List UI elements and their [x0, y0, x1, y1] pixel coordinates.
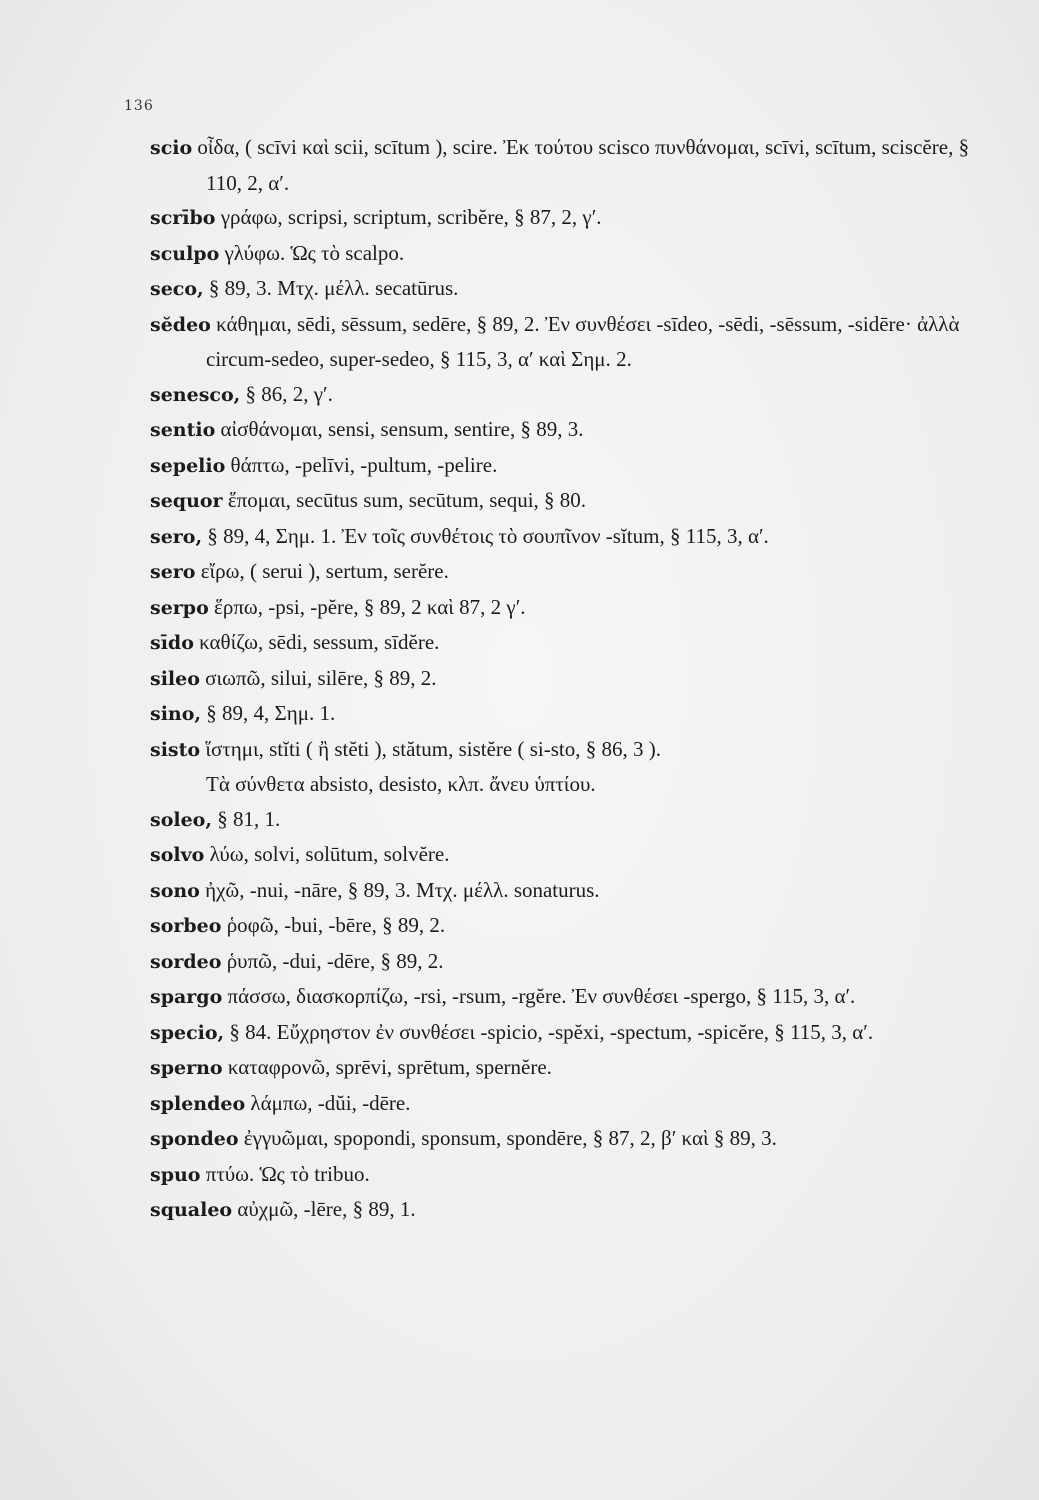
dictionary-entry	[150, 519, 1005, 555]
entry-text: πάσσω, διασκορπίζω, -rsi, -rsum, -rgĕre. Ἐν συνθέσει -spergo, § 115, 3, α′.	[222, 984, 856, 1008]
entry-text: εἴρω, ( serui ), sertum, serĕre.	[195, 559, 449, 583]
dictionary-entry	[150, 837, 1005, 873]
entry-text: γράφω, scripsi, scriptum, scribĕre, § 87, 2, γ′.	[215, 205, 602, 229]
entry-text: σιωπῶ, silui, silēre, § 89, 2.	[199, 665, 437, 690]
entry-text: ἵστημι, stĭti ( ἢ stĕti ), stătum, sistĕre ( si-sto, § 86, 3 ).	[200, 736, 661, 761]
entry-text: ἕρπω, -psi, -pĕre, § 89, 2 καὶ 87, 2 γ′.	[208, 594, 526, 619]
entry-headword: squaleo	[150, 1199, 233, 1221]
entry-headword: sisto	[150, 738, 201, 761]
entry-headword: sperno	[150, 1057, 223, 1079]
entry-text: πτύω. Ὡς τὸ tribuo.	[200, 1161, 370, 1186]
dictionary-entry	[150, 625, 1005, 661]
dictionary-entry	[150, 732, 1005, 768]
entry-headword: splendeo	[150, 1092, 246, 1115]
dictionary-entry	[150, 1050, 1005, 1086]
entry-headword: sero	[150, 561, 196, 583]
dictionary-entry	[150, 412, 1005, 448]
entry-headword: scrībo	[150, 207, 216, 229]
entry-text: θάπτω, -pelīvi, -pultum, -pelire.	[225, 452, 498, 477]
entry-headword: solvo	[150, 844, 205, 866]
entry-headword: senesco,	[150, 383, 241, 406]
dictionary-entry	[150, 554, 1005, 590]
entry-text: ἐγγυῶμαι, spopondi, sponsum, spondēre, § 87, 2, β′ καὶ § 89, 3.	[238, 1126, 777, 1150]
entry-headword: scio	[150, 137, 193, 159]
entry-headword: sono	[150, 879, 200, 902]
dictionary-entry	[150, 377, 1005, 413]
entry-headword: serpo	[150, 596, 209, 619]
entry-text: οἶδα, ( scīvi καὶ scii, scītum ), scire. Ἐκ τούτου scisco πυνθάνομαι, scīvi, scītum, sciscĕre, § 110, 2, α′.	[192, 135, 970, 195]
dictionary-entry	[150, 802, 1005, 838]
entry-headword: sculpo	[150, 242, 220, 265]
entry-headword: sequor	[150, 490, 223, 512]
dictionary-entry	[150, 448, 1005, 484]
entry-text: λύω, solvi, solūtum, solvĕre.	[204, 842, 450, 866]
entry-headword: spargo	[150, 986, 223, 1008]
entry-continuation: Τὰ σύνθετα absisto, desisto, κλπ. ἄνευ ὑπτίου.	[206, 772, 596, 796]
entry-text: § 84. Εὔχρηστον ἐν συνθέσει -spicio, -spĕxi, -spectum, -spicĕre, § 115, 3, α′.	[224, 1019, 874, 1044]
entry-headword: sepelio	[150, 454, 226, 477]
entry-headword: specio,	[150, 1021, 225, 1044]
dictionary-entries	[150, 130, 1005, 1228]
entry-text: § 86, 2, γ′.	[240, 381, 333, 406]
entry-headword: sino,	[150, 703, 202, 725]
entry-text: αἰσθάνομαι, sensi, sensum, sentire, § 89, 3.	[215, 417, 584, 441]
dictionary-entry	[150, 130, 1005, 200]
dictionary-entry	[150, 590, 1005, 626]
entry-text: ἕπομαι, secūtus sum, secūtum, sequi, § 80.	[222, 488, 587, 512]
dictionary-entry	[150, 1121, 1005, 1157]
entry-text: ῥοφῶ, -bui, -bēre, § 89, 2.	[221, 913, 446, 937]
entry-text: § 89, 3. Μτχ. μέλλ. secatūrus.	[203, 276, 459, 300]
entry-text: § 81, 1.	[211, 806, 281, 831]
dictionary-entry	[150, 908, 1005, 944]
dictionary-entry	[150, 1015, 1005, 1051]
dictionary-entry	[150, 236, 1005, 272]
dictionary-entry	[150, 483, 1005, 519]
dictionary-entry	[150, 979, 1005, 1015]
entry-headword: seco,	[150, 278, 204, 300]
entry-headword: sīdo	[150, 632, 194, 654]
entry-headword: sentio	[150, 419, 216, 441]
dictionary-entry	[150, 200, 1005, 236]
dictionary-entry	[150, 1192, 1005, 1228]
entry-text: ἠχῶ, -nui, -nāre, § 89, 3. Μτχ. μέλλ. sonaturus.	[199, 877, 600, 902]
entry-text: καθίζω, sēdi, sessum, sīdĕre.	[193, 630, 440, 654]
dictionary-entry	[150, 271, 1005, 307]
page-number: 136	[124, 98, 154, 114]
entry-headword: spondeo	[150, 1128, 239, 1150]
entry-headword: sileo	[150, 667, 200, 690]
dictionary-entry	[150, 696, 1005, 732]
entry-headword: sero,	[150, 525, 203, 548]
entry-text: αὐχμῶ, -lēre, § 89, 1.	[232, 1197, 416, 1221]
dictionary-entry	[150, 873, 1005, 909]
entry-text: κάθημαι, sēdi, sēssum, sedēre, § 89, 2. Ἐν συνθέσει -sīdeo, -sēdi, -sēssum, -sidēre· ἀλλὰ circum-sedeo, super-sedeo, § 115, 3, α′ καὶ Σημ. 2.	[206, 311, 960, 371]
dictionary-entry	[150, 1157, 1005, 1193]
entry-headword: spuo	[150, 1163, 201, 1186]
entry-text: ῥυπῶ, -dui, -dēre, § 89, 2.	[221, 948, 444, 973]
entry-headword: soleo,	[150, 808, 212, 831]
entry-text: § 89, 4, Σημ. 1. Ἐν τοῖς συνθέτοις τὸ σουπῖνον -sĭtum, § 115, 3, α′.	[202, 523, 769, 548]
entry-headword: sĕdeo	[150, 313, 211, 336]
entry-text: γλύφω. Ὡς τὸ scalpo.	[219, 240, 405, 265]
dictionary-entry	[150, 307, 1005, 377]
dictionary-entry	[150, 661, 1005, 697]
dictionary-entry	[150, 1086, 1005, 1122]
entry-headword: sordeo	[150, 950, 222, 973]
entry-text: καταφρονῶ, sprēvi, sprētum, spernĕre.	[222, 1055, 552, 1079]
entry-headword: sorbeo	[150, 915, 222, 937]
dictionary-entry	[150, 944, 1005, 980]
entry-text: λάμπω, -dŭi, -dēre.	[245, 1090, 411, 1115]
entry-text: § 89, 4, Σημ. 1.	[201, 701, 336, 725]
